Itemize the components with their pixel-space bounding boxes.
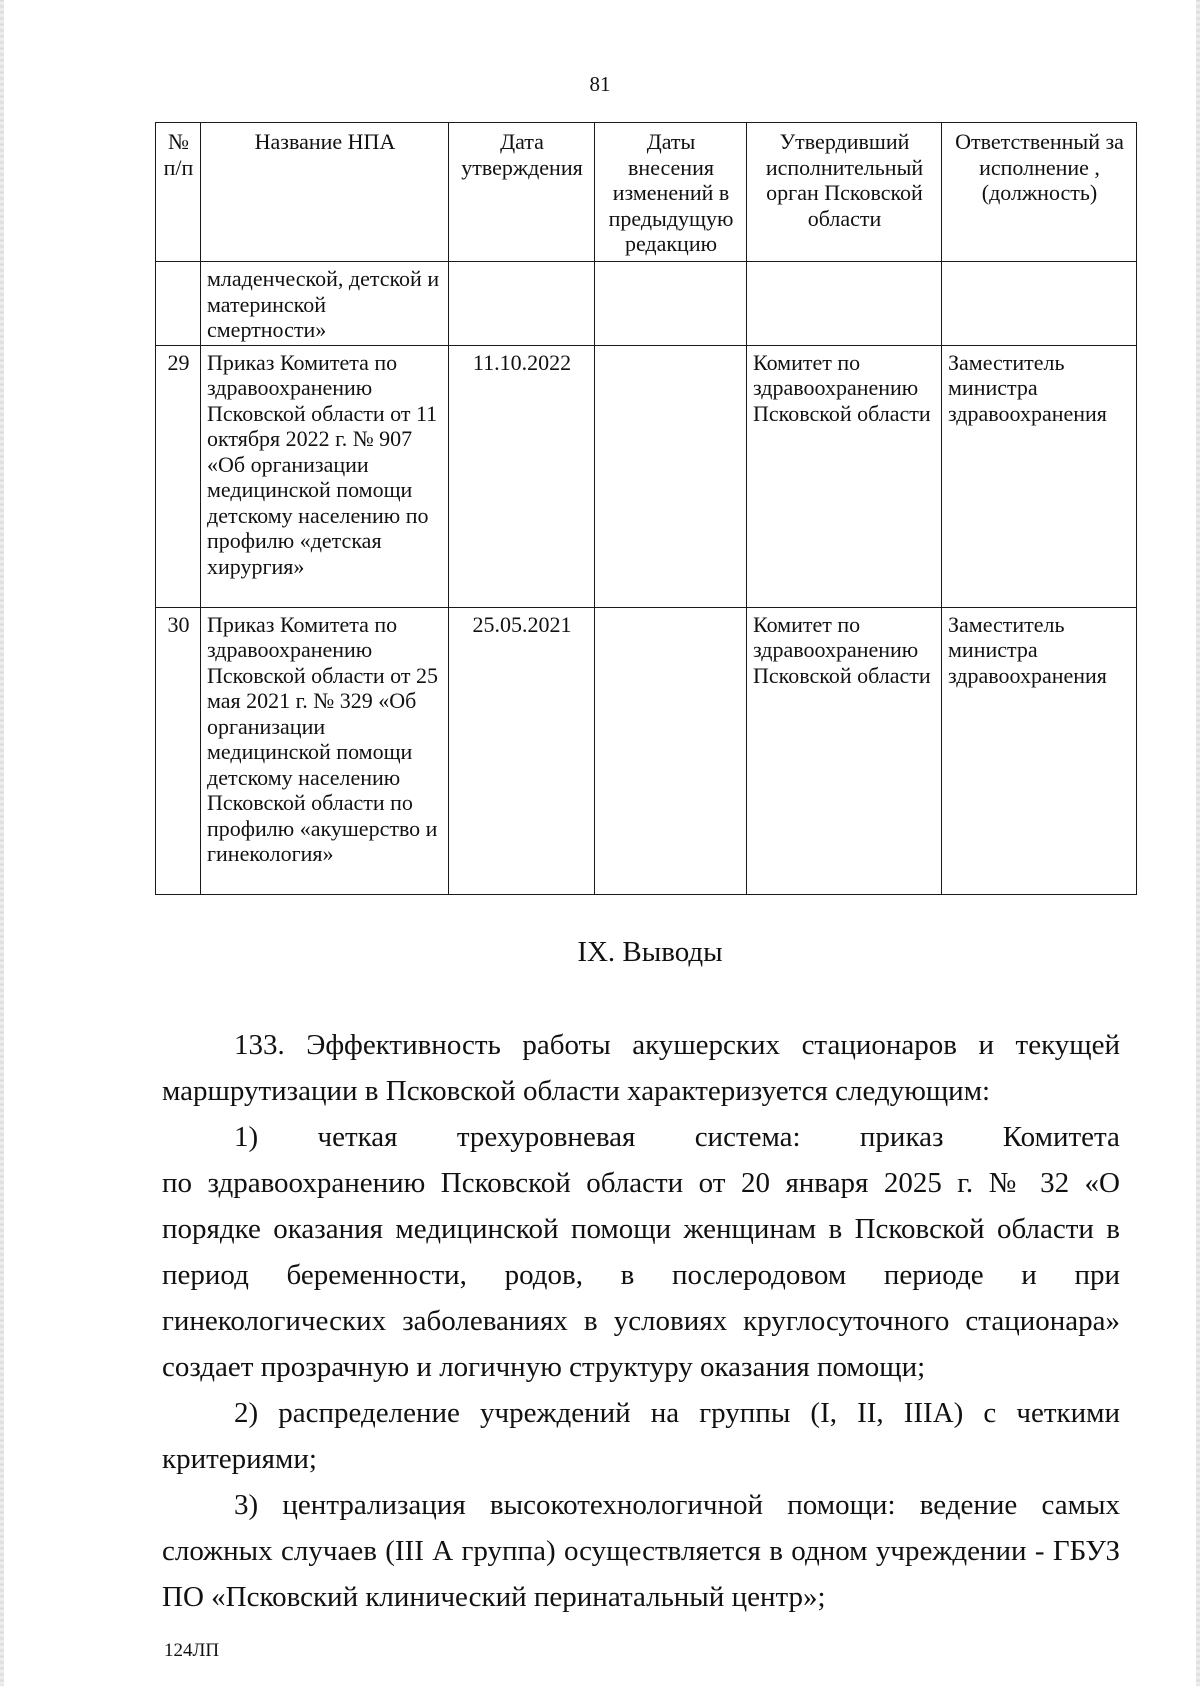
cell-name: Приказ Комитета по здравоохранению Псковской области от 11 октября 2022 г. № 907 «Об организации медицинской помощи детскому населению по профилю «детская хирургия» (201, 345, 449, 607)
cell-responsible: Заместитель министра здравоохранения (942, 345, 1137, 607)
cell-num (156, 262, 201, 346)
table-header-row (156, 123, 1137, 262)
item-1-word: Комитета (1002, 1121, 1120, 1153)
cell-responsible (942, 262, 1137, 346)
item-1-word: трехуровневая (456, 1121, 636, 1153)
cell-organ: Комитет по здравоохранению Псковской области (747, 345, 942, 607)
cell-responsible: Заместитель министра здравоохранения (942, 607, 1137, 894)
item-1-word: 1) (234, 1121, 259, 1153)
table-row (156, 607, 1137, 894)
item-1-word: приказ (859, 1121, 944, 1153)
npa-table (155, 122, 1137, 895)
scan-edge-left (0, 0, 4, 1686)
header-organ: Утвердивший исполнительный орган Псковской области (747, 123, 942, 262)
cell-date: 25.05.2021 (449, 607, 595, 894)
cell-date: 11.10.2022 (449, 345, 595, 607)
body-text (162, 1022, 1120, 1620)
footer-code: 124ЛП (164, 1640, 220, 1661)
header-responsible: Ответственный за исполнение ,(должность) (942, 123, 1137, 262)
page-number: 81 (589, 72, 611, 96)
item-1-word: система: (694, 1121, 801, 1153)
cell-num: 30 (156, 607, 201, 894)
cell-organ (747, 262, 942, 346)
item-1-word: четкая (317, 1121, 398, 1153)
header-changes: Даты внесения изменений в предыдущую редакцию (595, 123, 747, 262)
item-2: 2) распределение учреждений на группы (I, II, IIIA) с четкими критериями; (162, 1397, 1120, 1475)
table-row (156, 345, 1137, 607)
section-title: IX. Выводы (577, 936, 723, 968)
header-date: Дата утверждения (449, 123, 595, 262)
header-num: № п/п (156, 123, 201, 262)
cell-name: младенческой, детской и материнской смертности» (201, 262, 449, 346)
cell-changes (595, 262, 747, 346)
scan-edge-right (1196, 0, 1200, 1686)
paragraph-133: 133. Эффективность работы акушерских стационаров и текущей маршрутизации в Псковской области характеризуется следующим: (162, 1029, 1120, 1107)
header-name: Название НПА (201, 123, 449, 262)
cell-organ: Комитет по здравоохранению Псковской области (747, 607, 942, 894)
table-row-continuation (156, 262, 1137, 346)
cell-name: Приказ Комитета по здравоохранению Псковской области от 25 мая 2021 г. № 329 «Об организации медицинской помощи детскому населению Псковской области по профилю «акушерство и гинекология» (201, 607, 449, 894)
item-3: 3) централизация высокотехнологичной помощи: ведение самых сложных случаев (III А группа) осуществляется в одном учреждении - ГБУЗ ПО «Псковский клинический перинатальный центр»; (162, 1489, 1120, 1613)
item-1-rest: по здравоохранению Псковской области от 20 января 2025 г. № 32 «О порядке оказания медицинской помощи женщинам в Псковской области в период беременности, родов, в послеродовом периоде и при гинекологических заболеваниях в условиях круглосуточного стационара» создает прозрачную и логичную структуру оказания помощи; (162, 1167, 1120, 1383)
cell-num: 29 (156, 345, 201, 607)
item-1-first-line (162, 1114, 1120, 1160)
cell-date (449, 262, 595, 346)
cell-changes (595, 345, 747, 607)
cell-changes (595, 607, 747, 894)
